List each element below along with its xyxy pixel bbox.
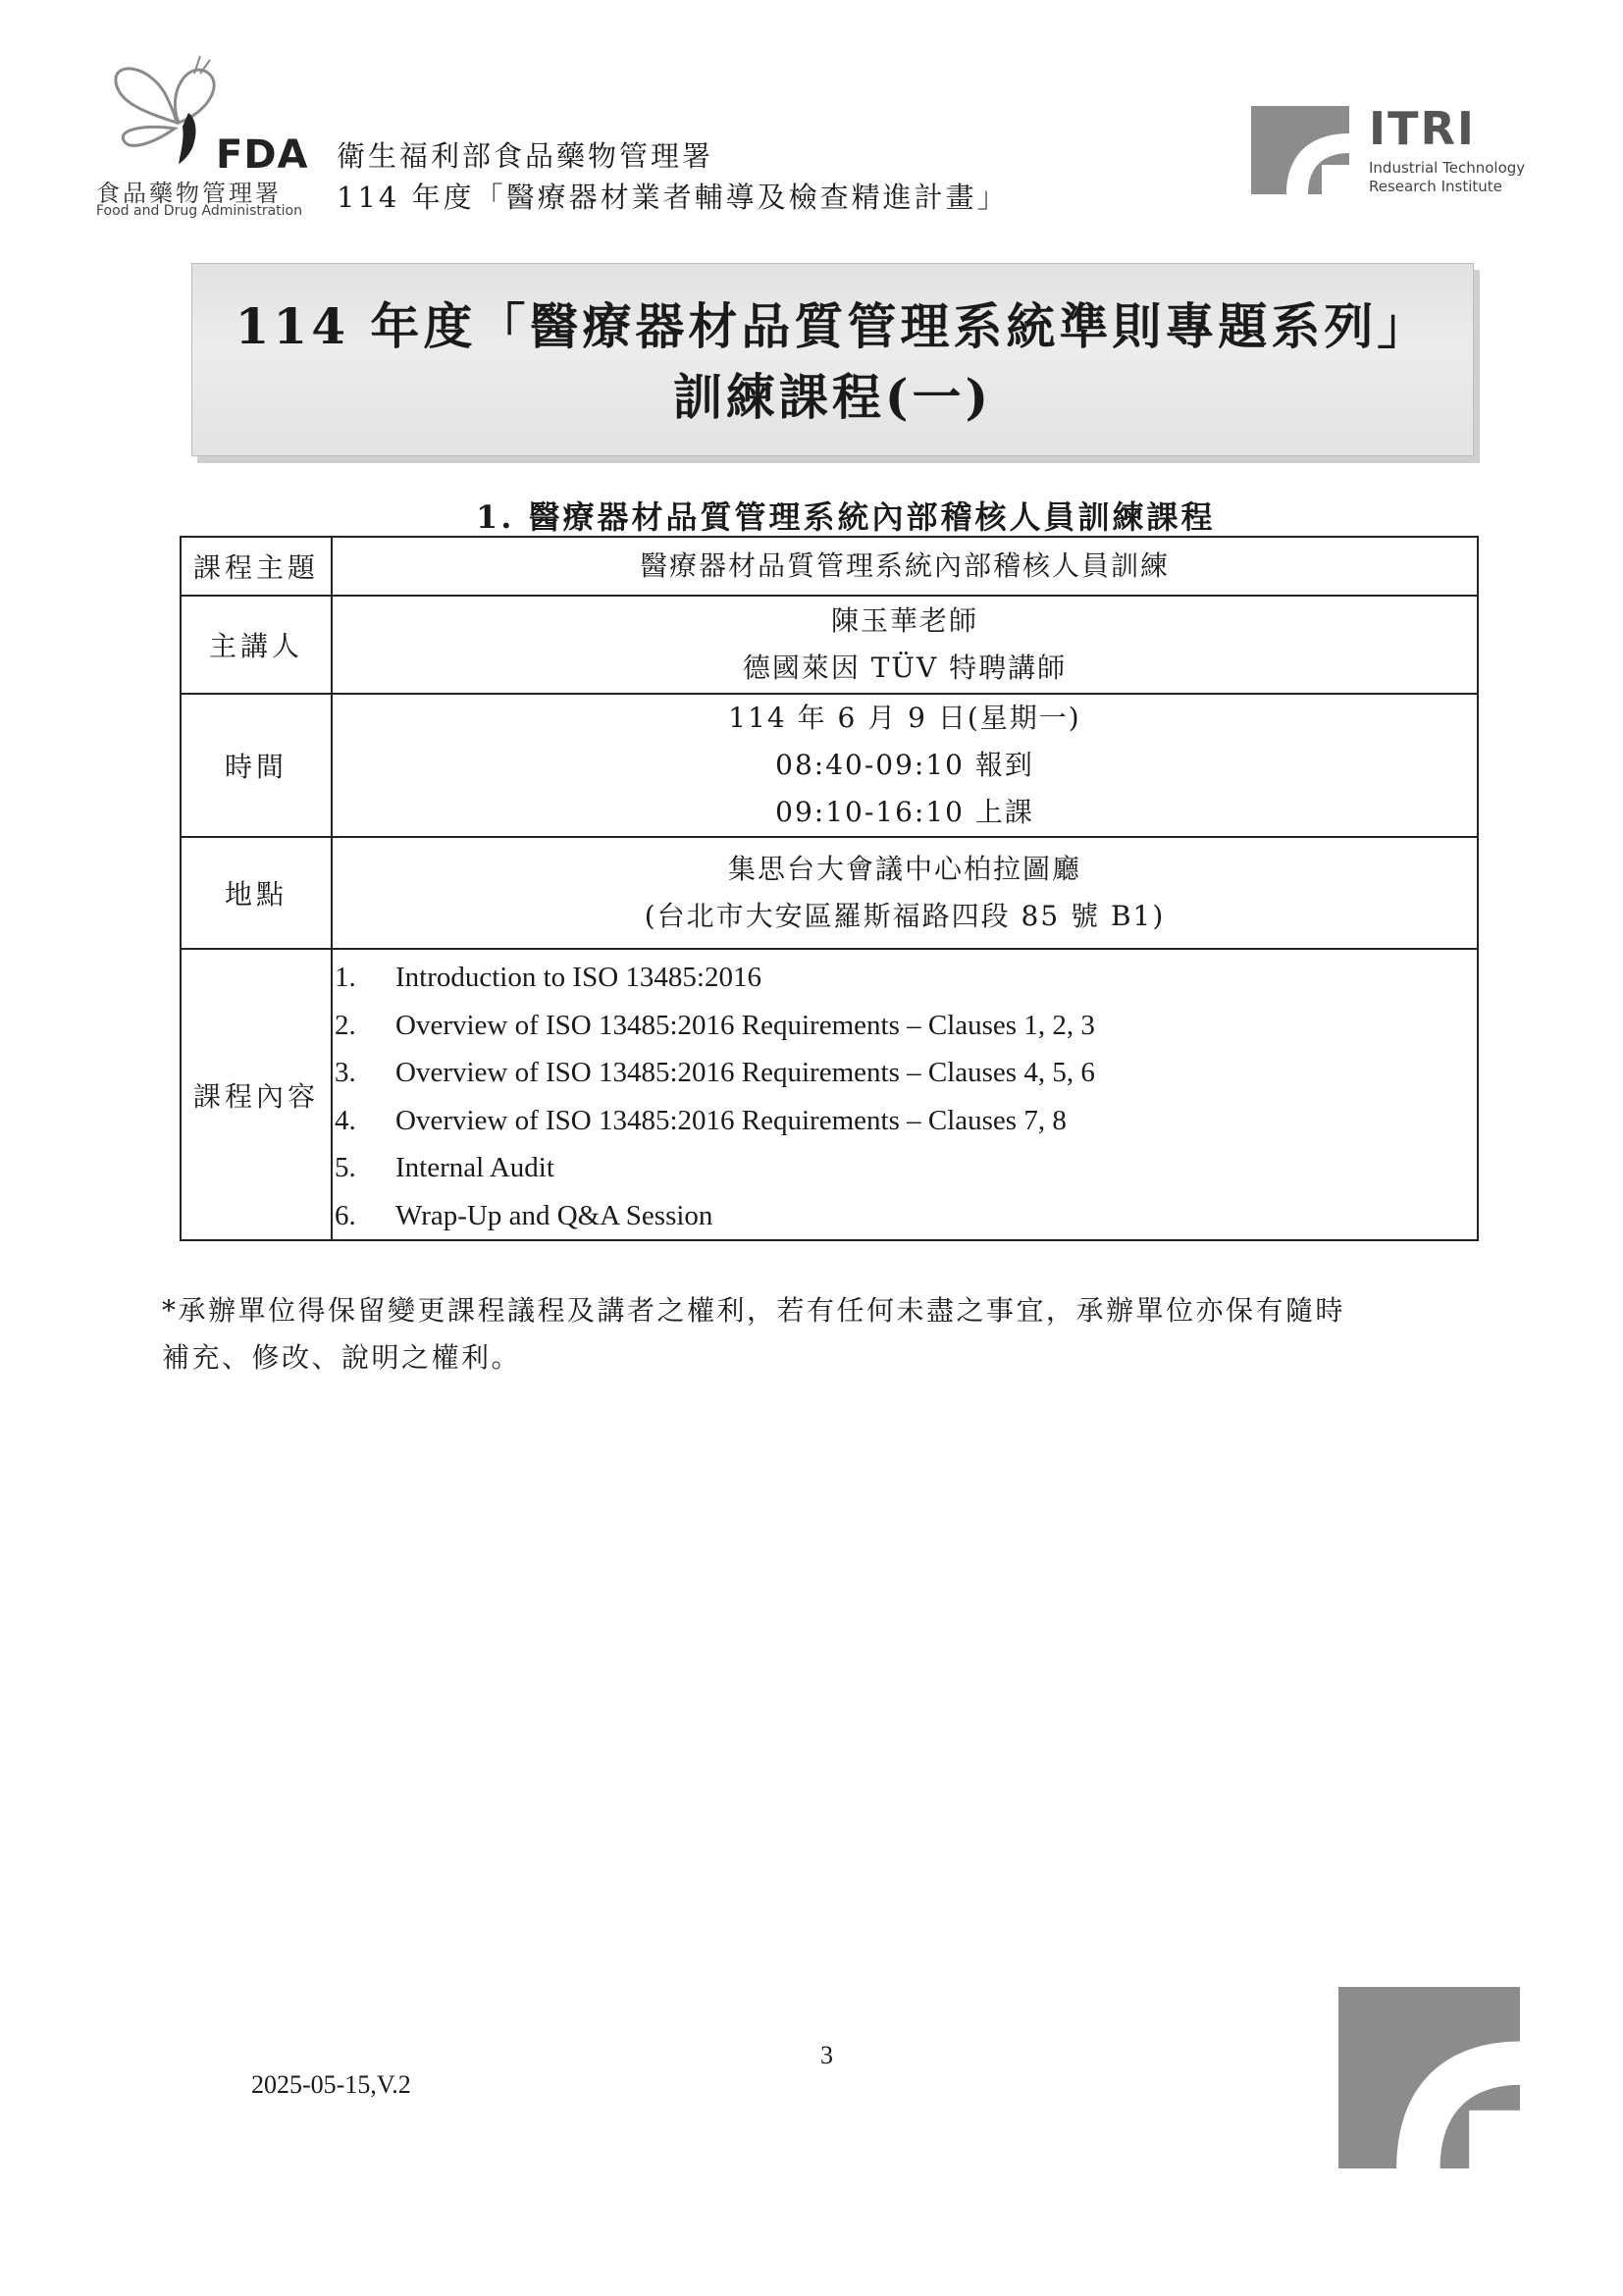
time-label: 時間	[181, 694, 332, 837]
table-row-speaker	[181, 596, 1478, 694]
speaker-value	[332, 596, 1478, 694]
itri-subtitle-line2: Research Institute	[1369, 178, 1502, 195]
location-label: 地點	[181, 837, 332, 949]
content-label: 課程內容	[181, 949, 332, 1240]
list-item	[333, 1144, 1477, 1192]
item-number: 1.	[335, 962, 356, 993]
location-value	[332, 837, 1478, 949]
footnote	[162, 1287, 1438, 1382]
list-item	[333, 954, 1477, 1002]
topic-value: 醫療器材品質管理系統內部稽核人員訓練	[332, 537, 1478, 596]
fda-name-en: Food and Drug Administration	[96, 203, 302, 219]
list-item	[333, 1049, 1477, 1097]
itri-mark: ITRI	[1369, 102, 1477, 155]
item-number: 6.	[335, 1199, 356, 1231]
speaker-title: 德國萊因 TÜV 特聘講師	[742, 652, 1068, 684]
item-text: Internal Audit	[395, 1152, 554, 1183]
venue-address: (台北市大安區羅斯福路四段 85 號 B1)	[644, 900, 1166, 932]
section-title: 1. 醫療器材品質管理系統內部稽核人員訓練課程	[476, 498, 1216, 536]
title-line1: 114 年度「醫療器材品質管理系統準則專題系列」	[235, 297, 1431, 355]
list-item	[333, 1002, 1477, 1050]
org-line: 衛生福利部食品藥物管理署	[337, 139, 714, 173]
fda-name-cn: 食品藥物管理署	[96, 180, 282, 207]
speaker-name: 陳玉華老師	[830, 604, 978, 637]
item-number: 5.	[335, 1152, 356, 1183]
topic-label: 課程主題	[181, 537, 332, 596]
item-number: 4.	[335, 1104, 356, 1136]
footer-itri-emblem	[1338, 1987, 1520, 2168]
venue-name: 集思台大會議中心柏拉圖廳	[727, 853, 1081, 885]
page-number: 3	[820, 2041, 833, 2069]
item-text: Wrap-Up and Q&A Session	[395, 1199, 713, 1231]
table-row-topic	[181, 537, 1478, 596]
itri-subtitle-line1: Industrial Technology	[1369, 159, 1526, 177]
version-stamp: 2025-05-15,V.2	[251, 2070, 411, 2099]
item-number: 3.	[335, 1057, 356, 1088]
fda-mark: FDA	[216, 132, 309, 178]
title-banner	[191, 263, 1474, 456]
table-row-location	[181, 837, 1478, 949]
checkin-time: 08:40-09:10 報到	[775, 749, 1034, 781]
itri-subtitle	[1369, 159, 1525, 196]
item-text: Introduction to ISO 13485:2016	[395, 962, 761, 993]
course-date: 114 年 6 月 9 日(星期一)	[728, 702, 1081, 734]
table-row-time	[181, 694, 1478, 837]
title-line2: 訓練課程(一)	[672, 368, 993, 426]
time-value	[332, 694, 1478, 837]
footnote-line2: 補充、修改、說明之權利。	[162, 1341, 522, 1374]
fda-logo	[96, 54, 314, 221]
item-text: Overview of ISO 13485:2016 Requirements – Clauses 4, 5, 6	[395, 1057, 1095, 1088]
speaker-label: 主講人	[181, 596, 332, 694]
header-text	[337, 135, 1009, 218]
project-line: 114 年度「醫療器材業者輔導及檢查精進計畫」	[337, 181, 1009, 214]
item-number: 2.	[335, 1009, 356, 1041]
list-item	[333, 1192, 1477, 1240]
content-list	[332, 949, 1478, 1240]
itri-logo	[1251, 102, 1545, 199]
table-row-content	[181, 949, 1478, 1240]
item-text: Overview of ISO 13485:2016 Requirements – Clauses 7, 8	[395, 1104, 1067, 1136]
course-table	[180, 536, 1479, 1241]
item-text: Overview of ISO 13485:2016 Requirements – Clauses 1, 2, 3	[395, 1009, 1095, 1041]
list-item	[333, 1097, 1477, 1145]
class-time: 09:10-16:10 上課	[775, 796, 1034, 828]
itri-emblem-icon	[1338, 1987, 1520, 2168]
footnote-line1: *承辦單位得保留變更課程議程及講者之權利，若有任何未盡之事宜，承辦單位亦保有隨時	[162, 1294, 1346, 1327]
itri-emblem-icon	[1251, 106, 1349, 194]
